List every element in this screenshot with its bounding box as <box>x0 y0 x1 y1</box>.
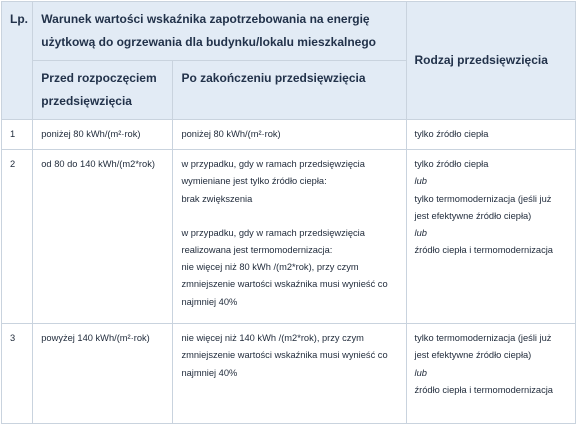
row-after-line: nie więcej niż 80 kWh /(m2*rok), przy czym <box>181 262 359 273</box>
row-kind-line: tylko źródło ciepła <box>414 129 489 139</box>
header-before-line2: przedsięwzięcia <box>41 94 132 108</box>
row-lp: 3 <box>10 333 16 344</box>
row-kind-line: tylko termomodernizacja (jeśli już <box>414 333 552 344</box>
row-kind-line: źródło ciepła i termomodernizacja <box>414 245 553 256</box>
row-kind-line: tylko źródło ciepła <box>414 159 489 170</box>
row-before: od 80 do 140 kWh/(m2*rok) <box>41 159 155 170</box>
row-after-line: nie więcej niż 140 kWh /(m2*rok), przy czym <box>181 333 364 344</box>
header-kind <box>406 2 576 120</box>
row-before: powyżej 140 kWh/(m²·rok) <box>41 333 150 344</box>
header-before-line1: Przed rozpoczęciem <box>41 71 157 85</box>
cell-after <box>173 120 406 150</box>
cell-lp <box>2 120 33 150</box>
paragraph-gap <box>181 208 399 225</box>
table-row <box>2 324 576 424</box>
cell-lp <box>2 324 33 424</box>
header-lp <box>2 2 33 120</box>
row-kind-line: tylko termomodernizacja (jeśli już <box>414 193 552 204</box>
row-kind-or: lub <box>414 228 427 239</box>
header-lp-label: Lp. <box>10 12 28 26</box>
row-after-line: zmniejszenie wartości wskaźnika musi wynieść co <box>181 279 388 290</box>
table-row <box>2 120 576 150</box>
table-row <box>2 150 576 324</box>
row-after-line: w przypadku, gdy w ramach przedsięwzięcia <box>181 159 365 170</box>
row-after-line: wymieniane jest tylko źródło ciepła: <box>181 176 327 187</box>
requirements-table <box>1 1 576 424</box>
row-kind-line: źródło ciepła i termomodernizacja <box>414 384 553 395</box>
cell-after <box>173 150 406 324</box>
cell-before <box>33 120 173 150</box>
header-before <box>33 61 173 120</box>
header-condition <box>33 2 406 61</box>
row-lp: 2 <box>10 159 16 170</box>
row-after-line: zmniejszenie wartości wskaźnika musi wynieść co <box>181 350 388 361</box>
row-kind-or: lub <box>414 176 427 187</box>
row-after-line: realizowana jest termomodernizacja: <box>181 245 333 256</box>
header-condition-line1: Warunek wartości wskaźnika zapotrzebowania na energię <box>41 12 370 26</box>
row-after-line: brak zwiększenia <box>181 193 253 204</box>
cell-before <box>33 150 173 324</box>
row-kind-or: lub <box>414 367 427 378</box>
cell-kind <box>406 324 576 424</box>
header-condition-line2: użytkową do ogrzewania dla budynku/lokalu mieszkalnego <box>41 35 376 49</box>
cell-kind <box>406 150 576 324</box>
cell-after <box>173 324 406 424</box>
row-after-line: poniżej 80 kWh/(m²·rok) <box>181 129 281 139</box>
cell-lp <box>2 150 33 324</box>
row-after-line: w przypadku, gdy w ramach przedsięwzięcia <box>181 227 365 238</box>
header-kind-label: Rodzaj przedsięwzięcia <box>414 53 548 67</box>
cell-kind <box>406 120 576 150</box>
header-after-label: Po zakończeniu przedsięwzięcia <box>181 71 366 85</box>
row-before: poniżej 80 kWh/(m²·rok) <box>41 129 141 139</box>
row-after-line: najmniej 40% <box>181 367 238 378</box>
row-kind-line: jest efektywne źródło ciepła) <box>414 350 532 361</box>
header-after <box>173 61 406 120</box>
row-kind-line: jest efektywne źródło ciepła) <box>414 210 532 221</box>
row-after-line: najmniej 40% <box>181 296 238 307</box>
row-lp: 1 <box>10 129 16 139</box>
cell-before <box>33 324 173 424</box>
